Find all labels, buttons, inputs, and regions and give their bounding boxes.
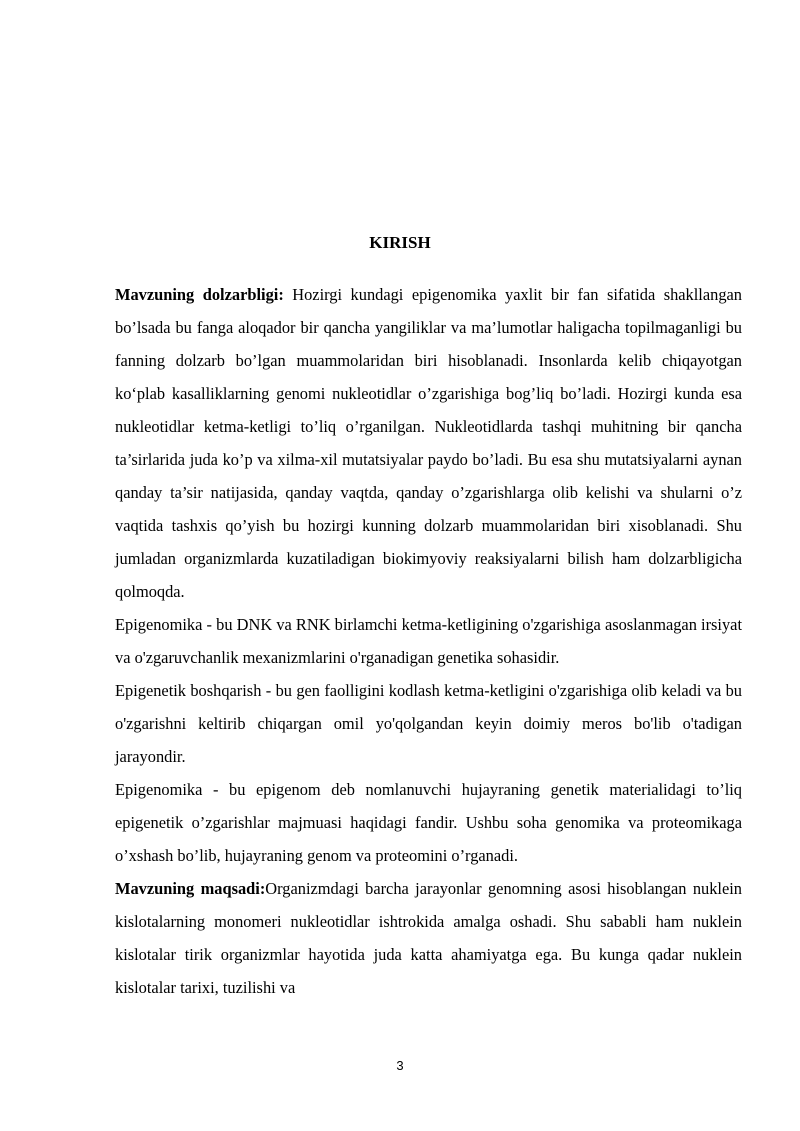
paragraph-text: Epigenomika - bu epigenom deb nomlanuvchi hujayraning genetik materialidagi to’liq epigenetik o’zgarishlar majmuasi haqidagi fandir. Ushbu soha genomika va proteomikaga o’xshash bo’lib, hujayraning genom va proteomini o’rganadi.	[115, 780, 742, 865]
paragraph-epigenome	[115, 773, 742, 872]
paragraph-epigenetic-regulation	[115, 674, 742, 773]
paragraph-text: Epigenetik boshqarish - bu gen faolligini kodlash ketma-ketligini o'zgarishiga olib keladi va bu o'zgarishni keltirib chiqargan omil yo'qolgandan keyin doimiy meros bo'lib o'tadigan jarayondir.	[115, 681, 742, 766]
paragraph-lead: Mavzuning dolzarbligi:	[115, 285, 284, 304]
paragraph-text: Organizmdagi barcha jarayonlar genomning asosi hisoblangan nuklein kislotalarning monomeri nukleotidlar ishtrokida amalga oshadi. Shu sababli ham nuklein kislotalar tirik organizmlar hayotida juda katta ahamiyatga ega. Bu kunga qadar nuklein kislotalar tarixi, tuzilishi va	[115, 879, 743, 997]
paragraph-lead: Mavzuning maqsadi:	[115, 879, 266, 898]
body-text	[115, 278, 742, 1004]
page-number: 3	[396, 1058, 404, 1073]
paragraph-relevance	[115, 278, 742, 608]
section-heading: KIRISH	[369, 233, 431, 252]
paragraph-goal	[115, 872, 742, 1004]
paragraph-text: Hozirgi kundagi epigenomika yaxlit bir fan sifatida shakllangan bo’lsada bu fanga aloqador bir qancha yangiliklar va ma’lumotlar haligacha topilmaganligi bu fanning dolzarb bo’lgan muammolaridan biri hisoblanadi. Insonlarda kelib chiqayotgan ko‘plab kasalliklarning genomi nukleotidlar o’zgarishiga bog’liq bo’ladi. Hozirgi kunda esa nukleotidlar ketma-ketligi to’liq o’rganilgan. Nukleotidlarda tashqi muhitning bir qancha ta’sirlarida juda ko’p va xilma-xil mutatsiyalar paydo bo’ladi. Bu esa shu mutatsiyalarni aynan qanday ta’sir natijasida, qanday vaqtda, qanday o’zgarishlarga olib kelishi va shularni o’z vaqtida tashxis qo’yish bu hozirgi kunning dolzarb muammolaridan biri xisoblanadi. Shu jumladan organizmlarda kuzatiladigan biokimyoviy reaksiyalarni bilish ham dolzarbligicha qolmoqda.	[115, 285, 743, 601]
paragraph-text: Epigenomika - bu DNK va RNK birlamchi ketma-ketligining o'zgarishiga asoslanmagan irsiyat va o'zgaruvchanlik mexanizmlarini o'rganadigan genetika sohasidir.	[115, 615, 742, 667]
paragraph-epigenomics-definition	[115, 608, 742, 674]
